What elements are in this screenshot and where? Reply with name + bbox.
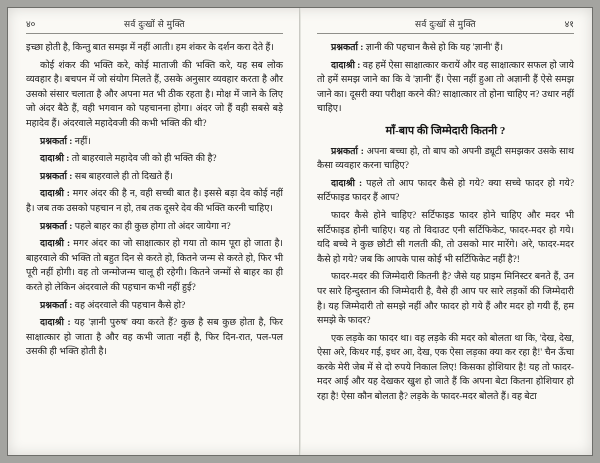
page-body-right — [317, 41, 574, 405]
speaker-label: दादाश्री : — [40, 318, 71, 329]
paragraph — [26, 41, 283, 56]
paragraph-text: नहीं। — [72, 136, 91, 147]
paragraph — [317, 145, 574, 174]
speaker-label: प्रश्नकर्ता : — [40, 221, 73, 232]
paragraph-text: एक लड़के का फादर था। वह लड़के की मदर को बोलता था कि, 'देख, देख, ऐसा अरे, किधर गई, इधर आ, देख, एक ऐसा लड़का क्या कर रहा है!' चैन ऊँचा करके मेरी जेब में से दो रुपये निकाल लिए! किसका होशियार है! यह तो फादर-मदर आई और यह देखकर खुश हो जाते हैं कि अपना बेटा कितना होशियार हो रहा है! ऐसा कौन बोलता है? लड़के के फादर-मदर बोलते हैं। वह बेटा — [317, 333, 574, 403]
paragraph-text: तो बाहरवाले महादेव जी को ही भक्ति की है? — [69, 154, 217, 165]
paragraph — [317, 209, 574, 267]
paragraph-text: ज्ञानी की पहचान कैसे हो कि यह 'ज्ञानी' हैं। — [363, 43, 504, 53]
paragraph-text: कोई शंकर की भक्ति करे, कोई माताजी की भक्ति करे, यह सब लोक व्यवहार है। बचपन में जो संयोग मिलते हैं, उसके अनुसार व्यवहार करता है और उसको संसार चलाता है और अपना मत भी ठीक रहता है। मोक्ष में जाने के लिए जो अंदर बैठे हैं, वही भगवान को पहचानना होगा। अंदर जो हैं वही सबसे बड़े महादेव हैं। अंदरवाले महादेवजी की कभी भक्ति की थी? — [26, 60, 283, 129]
speaker-label: दादाश्री : — [331, 60, 361, 71]
paragraph — [26, 59, 283, 132]
paragraph-text: पहले तो आप फादर कैसे हो गये? क्या सच्चे फादर हो गये? सर्टिफाइड फादर हैं आप? — [317, 178, 574, 204]
paragraph — [317, 177, 574, 206]
paragraph-text: फादर-मदर की जिम्मेदारी कितनी है? जैसे यह प्राइम मिनिस्टर बनते हैं, उन पर सारे हिन्दुस्तान की जिम्मेदारी है, वैसे ही आप पर सारे लड़कों की जिम्मेदारी है। यह जिम्मेदारी तो समझे नहीं और फादर हो गये हैं और मदर हो गयी हैं, हम समझे के फादर? — [317, 272, 574, 327]
page-body-left — [26, 41, 283, 360]
paragraph — [26, 135, 283, 150]
speaker-label: दादाश्री : — [40, 154, 70, 165]
paragraph — [26, 187, 283, 216]
speaker-label: दादाश्री : — [40, 239, 71, 250]
book-title: सर्व दुःखों से मुक्ति — [124, 19, 185, 29]
paragraph-text: अपना बच्चा हो, तो बाप को अपनी ड्यूटी समझकर उसके साथ कैसा व्यवहार करना चाहिए? — [317, 146, 574, 172]
paragraph-text: मगर अंदर का जो साक्षात्कार हो गया तो काम पूरा हो जाता है। बाहरवाले की भक्ति तो बहुत दिन से करते हो, कितने जन्म से करते हो, फिर भी पूरी नहीं होगी। वह तो जन्मोजन्म चालू ही रहेगी। कितने जन्मों से बाहर का ही करते हो लेकिन अंदरवाले की पहचान कभी नहीं हुई? — [26, 239, 283, 293]
speaker-label: प्रश्नकर्ता : — [40, 136, 73, 147]
speaker-label: दादाश्री : — [40, 189, 70, 200]
paragraph — [26, 316, 283, 360]
paragraph — [26, 220, 283, 235]
page-number-left: ४० — [26, 19, 36, 29]
speaker-label: प्रश्नकर्ता : — [331, 146, 364, 157]
paragraph-text: वह हमें ऐसा साक्षात्कार करायें और वह साक्षात्कार सफल हो जाये तो हमें समझ जाने का कि वे 'ज्ञानी' हैं। ऐसा नहीं हुआ तो अज्ञानी हैं ऐसे समझ जाने का। दूसरी क्या परीक्षा करने की? साक्षात्कार तो होना चाहिए न? उधार नहीं चाहिए। — [317, 60, 574, 115]
page-header-left — [26, 17, 283, 34]
paragraph — [317, 59, 574, 117]
book-spread — [7, 7, 593, 456]
paragraph — [317, 332, 574, 405]
page-header-right — [317, 17, 574, 34]
paragraph — [317, 41, 574, 56]
paragraph-text: मगर अंदर की है न, वही सच्ची बात है। इससे बड़ा देव कोई नहीं है। जब तक उसको पहचान न हो, तब तक दूसरे देव की भक्ति करनी चाहिए। — [26, 189, 283, 214]
paragraph-text: यह 'ज्ञानी पुरुष' क्या करते हैं? कुछ है सब कुछ होता है, फिर साक्षात्कार हो जाता है और वह कभी जाता नहीं है, फिर दिन-रात, पल-पल उसकी ही भक्ति होती है। — [26, 318, 283, 358]
speaker-label: प्रश्नकर्ता : — [40, 300, 73, 311]
speaker-label: प्रश्नकर्ता : — [331, 43, 364, 53]
speaker-label: प्रश्नकर्ता : — [40, 171, 73, 182]
page-right — [300, 8, 592, 455]
paragraph — [317, 270, 574, 328]
paragraph — [26, 237, 283, 295]
speaker-label: दादाश्री : — [331, 178, 363, 189]
paragraph-text: फादर कैसे होने चाहिए? सर्टिफाइड फादर होने चाहिए और मदर भी सर्टिफाइड होनी चाहिए। यह तो विदाउट एनी सर्टिफिकेट, फादर-मदर हो गये। यदि बच्चे ने कुछ छोटी सी गलती की, तो उसको मार मारेंगे। अरे, फादर-मदर कैसे हो गये? जब कि आपके पास कोई भी सर्टिफिकेट नहीं है?! — [317, 210, 574, 265]
page-number-right: ४१ — [564, 19, 574, 29]
paragraph-text: पहले बाहर का ही कुछ होगा तो अंदर जायेगा न? — [72, 221, 231, 232]
page-left — [8, 8, 300, 455]
section-heading: माँ-बाप की जिम्मेदारी कितनी ? — [385, 124, 506, 137]
paragraph — [26, 152, 283, 167]
book-title: सर्व दुःखों से मुक्ति — [415, 19, 476, 29]
paragraph-text: वह अंदरवाले की पहचान कैसे हो? — [72, 300, 186, 311]
paragraph — [26, 170, 283, 185]
paragraph — [26, 299, 283, 314]
paragraph-text: इच्छा होती है, किन्तु बात समझ में नहीं आती। हम शंकर के दर्शन करा देते हैं। — [26, 43, 274, 53]
paragraph-text: सब बाहरवाले ही तो दिखते हैं। — [72, 171, 173, 182]
